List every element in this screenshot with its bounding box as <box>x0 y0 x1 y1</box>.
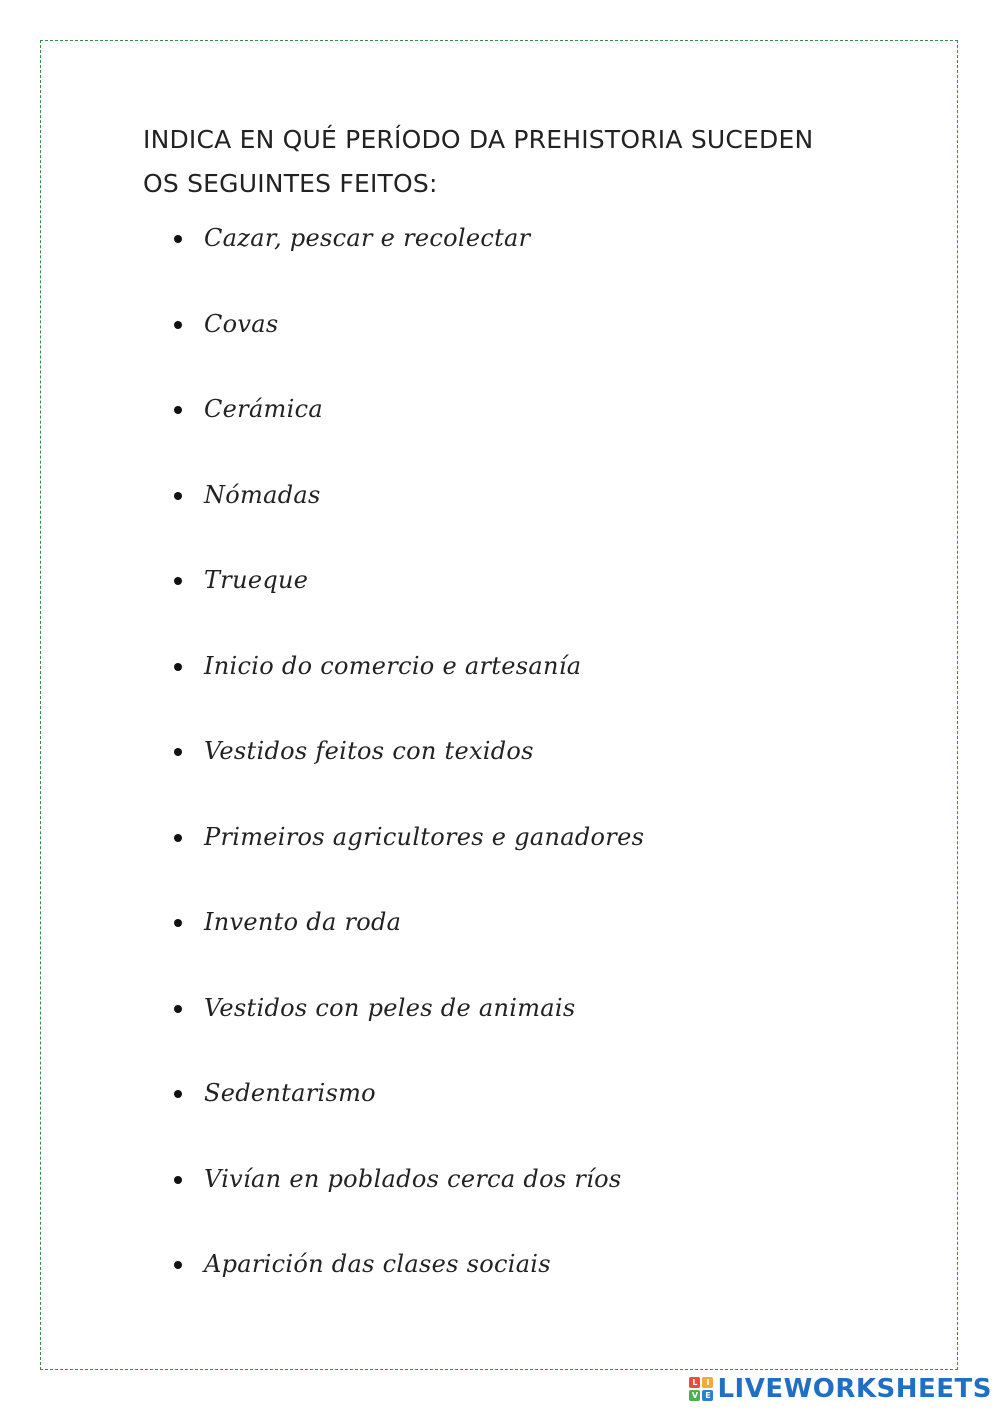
list-item <box>170 218 644 304</box>
title-line-1: INDICA EN QUÉ PERÍODO DA PREHISTORIA SUCEDEN <box>143 125 814 154</box>
worksheet-instructions <box>143 118 903 206</box>
list-item-text: Primeiros agricultores e ganadores <box>204 822 645 851</box>
list-item <box>170 560 644 646</box>
liveworksheets-logo-icon <box>689 1377 713 1401</box>
brand-name: LIVEWORKSHEETS <box>717 1374 992 1404</box>
logo-letter: E <box>702 1390 713 1401</box>
list-item-text: Vestidos con peles de animais <box>204 993 576 1022</box>
list-item-text: Vivían en poblados cerca dos ríos <box>204 1164 622 1193</box>
list-item-text: Inicio do comercio e artesanía <box>204 651 582 680</box>
bullet-icon <box>174 577 182 585</box>
logo-letter: I <box>702 1377 713 1388</box>
bullet-icon <box>174 663 182 671</box>
facts-list <box>170 218 644 1330</box>
list-item-text: Nómadas <box>204 480 321 509</box>
list-item-text: Sedentarismo <box>204 1079 376 1107</box>
list-item <box>170 1073 644 1159</box>
list-item-text: Cerámica <box>204 395 323 423</box>
logo-letter: V <box>689 1390 700 1401</box>
list-item <box>170 1159 644 1245</box>
title-line-2: OS SEGUINTES FEITOS: <box>143 169 438 198</box>
list-item <box>170 1244 644 1330</box>
list-item <box>170 902 644 988</box>
list-item-text: Cazar, pescar e recolectar <box>204 224 531 252</box>
bullet-icon <box>174 1261 182 1269</box>
liveworksheets-watermark <box>689 1371 992 1407</box>
bullet-icon <box>174 235 182 243</box>
bullet-icon <box>174 1005 182 1013</box>
bullet-icon <box>174 748 182 756</box>
bullet-icon <box>174 834 182 842</box>
list-item <box>170 646 644 732</box>
list-item-text: Covas <box>204 309 279 338</box>
list-item-text: Aparición das clases sociais <box>204 1250 551 1278</box>
bullet-icon <box>174 1176 182 1184</box>
bullet-icon <box>174 492 182 500</box>
bullet-icon <box>174 1090 182 1098</box>
list-item <box>170 304 644 390</box>
list-item-text: Invento da roda <box>204 908 402 936</box>
list-item-text: Vestidos feitos con texidos <box>204 737 534 765</box>
list-item <box>170 475 644 561</box>
bullet-icon <box>174 919 182 927</box>
bullet-icon <box>174 321 182 329</box>
list-item <box>170 817 644 903</box>
list-item <box>170 988 644 1074</box>
list-item <box>170 389 644 475</box>
list-item-text: Trueque <box>204 566 309 594</box>
bullet-icon <box>174 406 182 414</box>
logo-letter: L <box>689 1377 700 1388</box>
list-item <box>170 731 644 817</box>
